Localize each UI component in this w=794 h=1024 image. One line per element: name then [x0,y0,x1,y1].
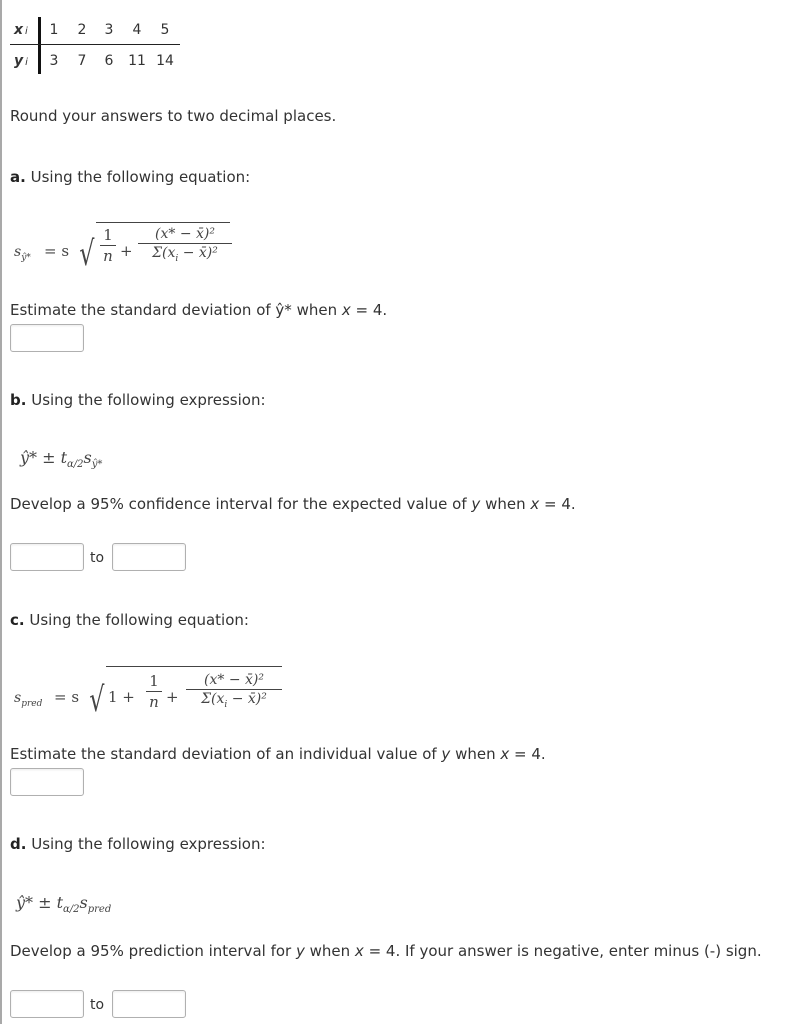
formula-a [14,220,244,282]
expression-d-s: s [79,893,88,912]
expression-b-main: ŷ* ± t [20,448,68,467]
part-d-question-pre: Develop a 95% prediction interval for [10,942,296,960]
formula-c-lhs-s: s [14,690,22,706]
formula-a-eq: = s [44,242,70,260]
formula-a-frac1-bar [100,245,116,246]
part-b-question-var2: x [530,495,540,513]
part-c-label: c. [10,611,25,629]
left-border [0,0,2,1024]
y-value-2: 7 [77,53,87,69]
table-divider-horizontal [10,44,180,45]
part-a-question-pre: Estimate the standard deviation of ŷ* when [10,301,342,319]
formula-a-den-main: Σ(x [152,245,176,261]
part-b-label: b. [10,391,27,409]
formula-c-den-sub: i [224,699,228,710]
part-c-intro: Using the following equation: [29,611,249,629]
formula-c-frac1-den: n [149,693,159,711]
part-c-heading [10,611,249,629]
formula-c-lhs-sub: pred [21,698,43,709]
part-d-label: d. [10,835,27,853]
formula-a-frac2-bar [138,243,232,244]
formula-c-frac1-bar [146,691,162,692]
formula-a-den-tail: − x̄)² [178,245,218,261]
part-d-to-label: to [90,997,105,1013]
formula-c-den-main: Σ(x [201,691,225,707]
formula-a-den-sub: i [175,253,179,264]
part-d-question-var2: x [354,942,364,960]
expression-b-sub1: α/2 [67,459,84,471]
part-a-question-var: x [341,301,351,319]
part-c-question [10,745,546,763]
formula-c-den-tail: − x̄)² [227,691,267,707]
part-a-answer-input[interactable] [10,324,84,352]
formula-c-eq: = s [54,688,80,706]
formula-c [14,664,294,726]
y-value-5: 14 [156,53,174,69]
instructions: Round your answers to two decimal places. [10,107,337,125]
formula-c-radical-bar [106,666,282,667]
formula-a-radical-bar [96,222,230,223]
formula-c-frac1 [146,672,162,711]
x-header-sub: i [25,26,28,37]
part-d-question-post: = 4. If your answer is negative, enter minus (-) sign. [363,942,762,960]
part-b-question-pre: Develop a 95% confidence interval for the expected value of [10,495,472,513]
formula-c-lhs [14,690,42,709]
part-b-heading [10,391,266,409]
x-value-1: 1 [49,22,59,38]
formula-c-frac2 [186,672,282,710]
part-d-lower-input[interactable] [10,990,84,1018]
part-a-question-post: = 4. [350,301,388,319]
x-value-3: 3 [104,22,114,38]
x-value-2: 2 [77,22,87,38]
formula-a-frac1-num: 1 [103,226,113,244]
part-b-question [10,495,576,513]
part-b-question-var: y [471,495,481,513]
part-c-question-var2: x [500,745,510,763]
part-a-heading [10,168,250,186]
part-c-question-post: = 4. [509,745,546,763]
part-b-question-post: = 4. [539,495,576,513]
y-value-1: 3 [49,53,59,69]
formula-a-plus: + [120,242,133,260]
formula-a-frac2-den [138,245,232,264]
formula-a-frac2-num: (x* − x̄)² [155,226,215,242]
part-b-intro: Using the following expression: [31,391,266,409]
expression-d-sub2: pred [87,904,112,916]
y-value-4: 11 [128,53,146,69]
formula-a-lhs-s: s [14,244,22,260]
formula-a-frac1-den: n [103,247,113,265]
expression-d-sub1: α/2 [63,904,80,916]
formula-c-frac2-num: (x* − x̄)² [204,672,264,688]
part-a-label: a. [10,168,26,186]
formula-c-radical: √ [89,680,105,720]
part-a-intro: Using the following equation: [30,168,251,186]
part-d-heading [10,835,266,853]
part-b-upper-input[interactable] [112,543,186,571]
x-value-4: 4 [132,22,142,38]
part-c-question-pre: Estimate the standard deviation of an individual value of [10,745,442,763]
part-c-answer-input[interactable] [10,768,84,796]
formula-a-frac2 [138,226,232,264]
part-d-question [10,942,762,960]
part-d-question-mid: when [304,942,355,960]
y-value-3: 6 [104,53,114,69]
formula-c-plus: + [166,688,179,706]
formula-c-frac1-num: 1 [149,672,159,690]
part-d-upper-input[interactable] [112,990,186,1018]
expression-b [20,448,102,470]
part-a-question [10,301,387,319]
expression-b-sub2: ŷ* [91,459,103,471]
formula-c-frac2-den [186,691,282,710]
y-header-sub: i [25,57,28,68]
expression-d-main: ŷ* ± t [16,893,64,912]
formula-a-radical: √ [79,234,95,274]
formula-a-lhs [14,244,31,263]
formula-c-frac2-bar [186,689,282,690]
table-divider-vertical [38,17,41,74]
part-b-lower-input[interactable] [10,543,84,571]
formula-a-frac1 [100,226,116,265]
part-d-question-var: y [295,942,305,960]
expression-d [16,893,111,915]
formula-a-lhs-sub: ŷ* [21,252,31,263]
part-b-to-label: to [90,550,105,566]
expression-b-s: s [83,448,92,467]
part-d-intro: Using the following expression: [31,835,266,853]
y-header-label: y [14,53,24,69]
part-b-question-mid: when [480,495,531,513]
formula-c-one: 1 + [108,688,135,706]
part-c-question-var: y [441,745,451,763]
part-c-question-mid: when [450,745,501,763]
x-value-5: 5 [160,22,170,38]
x-header-label: x [14,22,24,38]
